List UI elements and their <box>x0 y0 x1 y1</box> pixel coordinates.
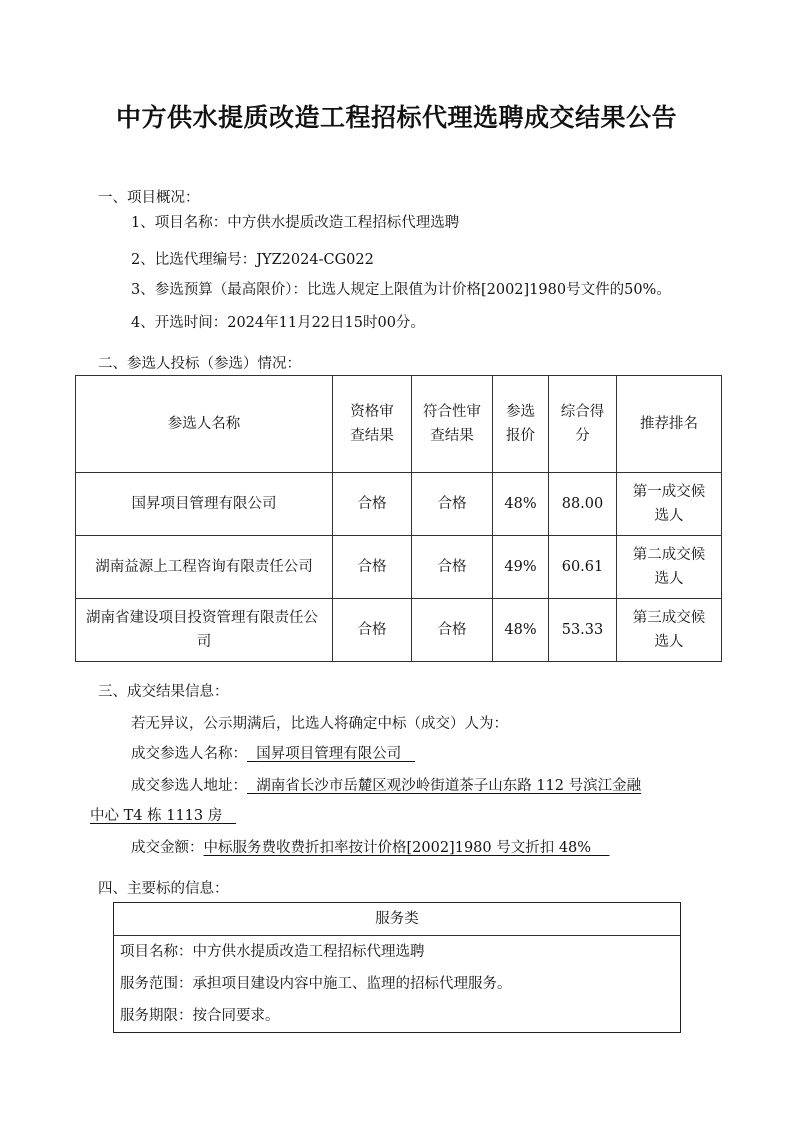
overall-score: 60.61 <box>549 536 617 599</box>
bid-price: 48% <box>493 473 549 536</box>
budget-line: 3、参选预算（最高限价）：比选人规定上限值为计价格[2002]1980号文件的50%。 <box>131 282 671 298</box>
amount-label: 成交金额： <box>131 840 204 856</box>
bidder-name: 湖南省建设项目投资管理有限责任公司 <box>76 599 333 662</box>
winner-address-row <box>131 774 641 795</box>
winner-address-label: 成交参选人地址： <box>131 778 247 794</box>
col-header-price: 参选报价 <box>493 376 549 473</box>
col-header-name: 参选人名称 <box>76 376 333 473</box>
table-header-row <box>76 376 722 473</box>
col-header-conformity: 符合性审查结果 <box>412 376 493 473</box>
recommended-rank: 第一成交候选人 <box>617 473 722 536</box>
bidder-name: 湖南益源上工程咨询有限责任公司 <box>76 536 333 599</box>
amount-row <box>131 836 610 857</box>
bidder-name: 国昇项目管理有限公司 <box>76 473 333 536</box>
section3-heading: 三、成交结果信息： <box>98 684 229 700</box>
amount-value: 中标服务费收费折扣率按计价格[2002]1980 号文折扣 48% <box>203 840 592 856</box>
winner-address-value: 湖南省长沙市岳麓区观沙岭街道茶子山东路 112 号滨江金融 <box>256 778 642 794</box>
recommended-rank: 第二成交候选人 <box>617 536 722 599</box>
qualification-result: 合格 <box>333 536 412 599</box>
bidders-table <box>75 375 722 662</box>
col-header-qualification: 资格审查结果 <box>333 376 412 473</box>
subject-service-scope: 服务范围：承担项目建设内容中施工、监理的招标代理服务。 <box>120 976 512 992</box>
bid-price: 49% <box>493 536 549 599</box>
qualification-result: 合格 <box>333 473 412 536</box>
conformity-result: 合格 <box>412 536 493 599</box>
open-time-line: 4、开选时间：2024年11月22日15时00分。 <box>131 315 425 331</box>
winner-name-value: 国昇项目管理有限公司 <box>256 746 402 762</box>
conformity-result: 合格 <box>412 473 493 536</box>
section4-heading: 四、主要标的信息： <box>98 881 229 897</box>
project-name-line: 1、项目名称：中方供水提质改造工程招标代理选聘 <box>131 215 460 231</box>
winner-name-row <box>131 742 415 763</box>
table-row <box>76 599 722 662</box>
winner-name-label: 成交参选人名称： <box>131 746 247 762</box>
winner-address-continued: 中心 T4 栋 1113 房 <box>90 808 223 824</box>
overall-score: 53.33 <box>549 599 617 662</box>
table-row <box>76 536 722 599</box>
page-title: 中方供水提质改造工程招标代理选聘成交结果公告 <box>115 103 677 132</box>
qualification-result: 合格 <box>333 599 412 662</box>
recommended-rank: 第三成交候选人 <box>617 599 722 662</box>
subject-project-name: 项目名称：中方供水提质改造工程招标代理选聘 <box>120 944 425 960</box>
main-subject-box <box>113 902 681 1033</box>
project-code-line: 2、比选代理编号：JYZ2024-CG022 <box>131 252 374 268</box>
col-header-score: 综合得分 <box>549 376 617 473</box>
table-row <box>76 473 722 536</box>
section1-heading: 一、项目概况： <box>98 190 200 206</box>
service-category-header: 服务类 <box>114 903 680 936</box>
overall-score: 88.00 <box>549 473 617 536</box>
bid-price: 48% <box>493 599 549 662</box>
subject-service-period: 服务期限：按合同要求。 <box>120 1008 280 1024</box>
col-header-rank: 推荐排名 <box>617 376 722 473</box>
section2-heading: 二、参选人投标（参选）情况： <box>98 356 301 372</box>
conformity-result: 合格 <box>412 599 493 662</box>
result-intro: 若无异议，公示期满后，比选人将确定中标（成交）人为： <box>131 716 508 732</box>
